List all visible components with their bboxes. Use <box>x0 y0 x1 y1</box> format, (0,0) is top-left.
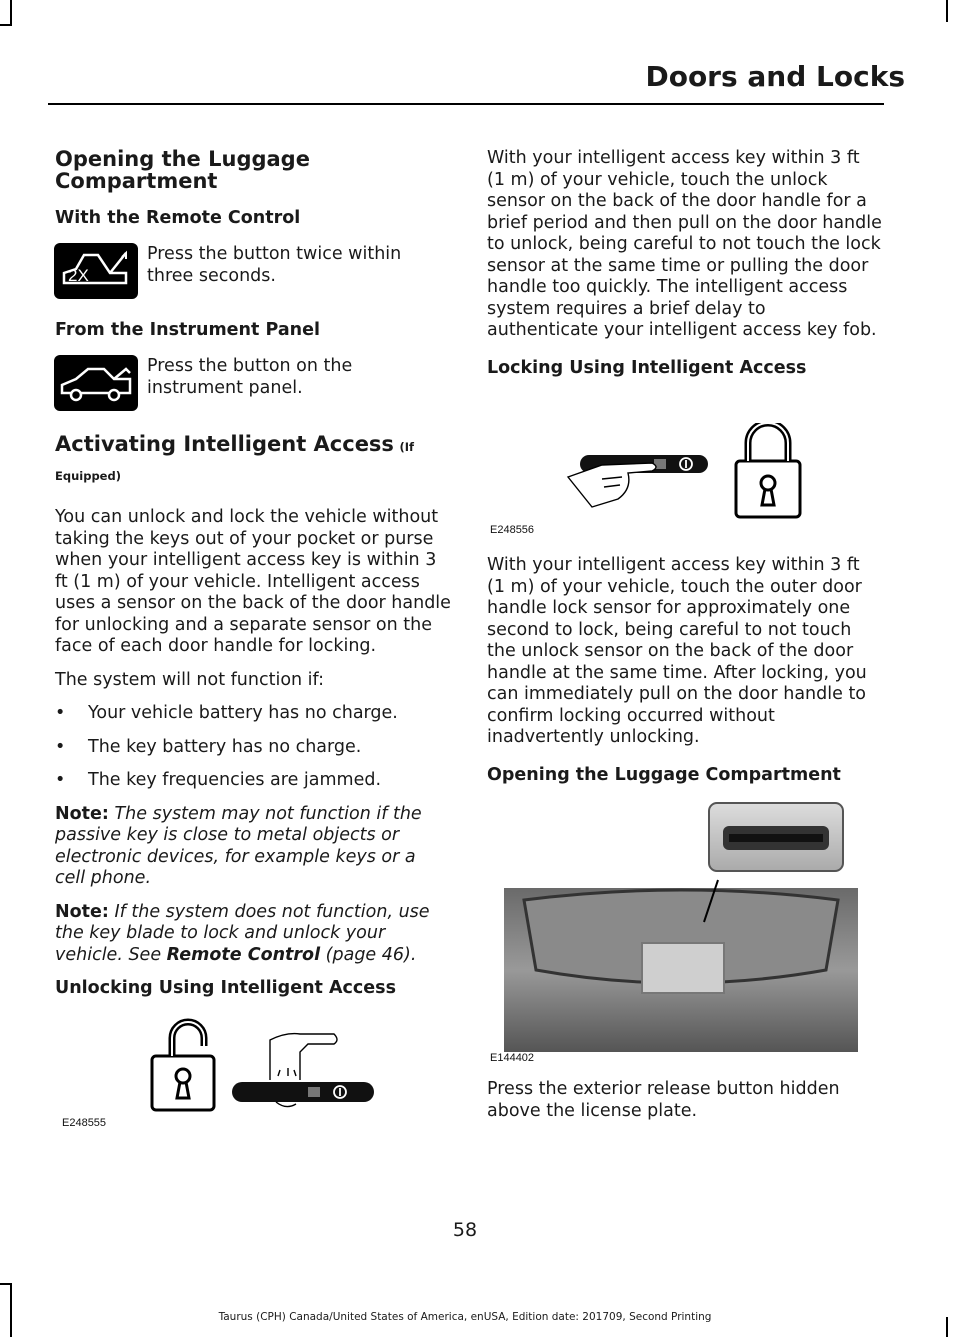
right-column <box>487 148 882 379</box>
page-footer: Taurus (CPH) Canada/United States of America, enUSA, Edition date: 201709, Second Printing <box>218 1311 712 1323</box>
lock-figure <box>562 423 807 521</box>
left-column <box>55 148 451 230</box>
panel-instructions: Press the button on the instrument panel. <box>147 356 353 398</box>
heading-opening-luggage-2: Opening the Luggage Compartment <box>487 764 841 785</box>
note-2-page: (page 46). <box>325 944 417 965</box>
icon-2x-label: 2X <box>68 266 89 285</box>
heading-locking-intelligent-access: Locking Using Intelligent Access <box>487 357 807 378</box>
note-2-text: If the system does not function, use the key blade to lock and unlock your vehicle. See <box>55 901 430 965</box>
crop-mark-bl-v <box>10 1283 12 1337</box>
intelligent-access-section <box>55 430 451 1000</box>
trunk-release-photo <box>504 800 858 1052</box>
unlock-paragraph: With your intelligent access key within 3 ft (1 m) of your vehicle, touch the unlock sensor on the back of the door handle for a brief period and then pull on the door handle to unlock, being careful to not touch the lock sensor at the same time or pulling the door handle too quickly. The intelligent access system requires a brief delay to authenticate your intelligent access key fob. <box>487 148 882 340</box>
figure-id-trunk: E144402 <box>490 1052 535 1064</box>
trunk-2x-icon <box>54 243 138 299</box>
note-2 <box>55 902 451 967</box>
lock-paragraph: With your intelligent access key within 3 ft (1 m) of your vehicle, touch the outer door handle lock sensor for approximately one second to lock, being careful to not touch the unlock sensor on the back of the door handle at the same time. After locking, you can immediately pull on the door handle to confirm locking occurred without inadvertently unlocking. <box>487 555 867 747</box>
note-1-label: Note: <box>55 803 109 824</box>
crop-mark-br <box>946 1317 948 1337</box>
crop-mark-tl-v <box>10 0 12 26</box>
release-paragraph: Press the exterior release button hidden above the license plate. <box>487 1079 840 1121</box>
crop-mark-bl-h <box>0 1283 12 1285</box>
remote-instructions: Press the button twice within three seconds. <box>147 244 402 286</box>
not-function-intro: The system will not function if: <box>55 669 324 690</box>
unlock-figure <box>150 1018 380 1114</box>
open-padlock-icon <box>152 1022 214 1110</box>
heading-instrument-panel: From the Instrument Panel <box>55 320 320 340</box>
trunk-release-icon <box>54 355 138 411</box>
hand-touch-icon <box>568 463 656 507</box>
figure-id-unlock: E248555 <box>62 1117 107 1129</box>
closed-padlock-icon <box>736 423 800 517</box>
list-item: • The key battery has no charge. <box>55 737 451 759</box>
list-item: • The key frequencies are jammed. <box>55 770 451 792</box>
page-header-title: Doors and Locks <box>645 60 905 93</box>
door-handle-icon <box>232 1082 374 1102</box>
heading-remote-control: With the Remote Control <box>55 208 301 228</box>
page-number: 58 <box>452 1219 478 1241</box>
remote-control-link[interactable]: Remote Control <box>166 944 321 965</box>
note-1 <box>55 804 451 890</box>
crop-mark-tl-h <box>0 24 12 26</box>
header-rule <box>48 103 884 105</box>
figure-id-lock: E248556 <box>490 524 535 536</box>
note-1-text: The system may not function if the passive key is close to metal objects or electronic devices, for example keys or a cell phone. <box>55 803 422 888</box>
heading-if-equipped: (If Equipped) <box>55 440 415 483</box>
heading-activating-intelligent-access: Activating Intelligent Access <box>55 432 394 456</box>
lock-section <box>487 555 882 786</box>
heading-opening-luggage: Opening the Luggage Compartment <box>55 147 310 193</box>
note-2-label: Note: <box>55 901 109 922</box>
list-item: • Your vehicle battery has no charge. <box>55 703 451 725</box>
heading-unlocking-intelligent-access: Unlocking Using Intelligent Access <box>55 978 396 998</box>
crop-mark-tr <box>946 0 948 22</box>
intro-paragraph: You can unlock and lock the vehicle without taking the keys out of your pocket or purse when your intelligent access key is within 3 ft (1 m) of your vehicle. Intelligent access uses a sensor on the back of the door handle for unlocking and a separate sensor on the face of each door handle for locking. <box>55 507 451 656</box>
